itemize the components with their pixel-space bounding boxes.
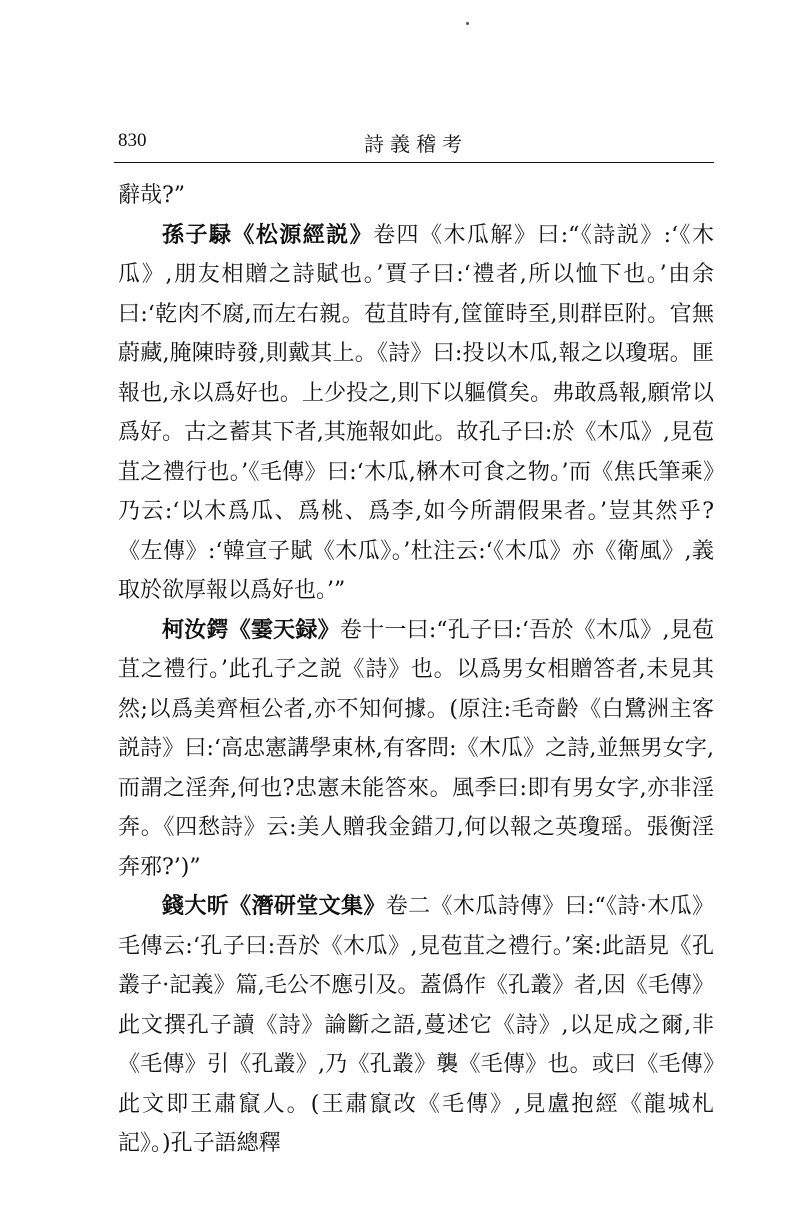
- paragraph-qian-daxin: [118, 887, 714, 1164]
- page-header: [118, 128, 714, 164]
- page-number: 830: [118, 130, 147, 151]
- paragraph-sun-zilu: [118, 216, 714, 611]
- paragraph-continuation: [118, 176, 714, 216]
- paragraph-text: 辭哉?”: [118, 183, 186, 208]
- scan-speck: [466, 22, 469, 25]
- paragraph-text: 卷十一曰:“孔子曰:‘吾於《木瓜》,見苞苴之禮行。’此孔子之説《詩》也。以爲男女相贈答者,未見其然;以爲美齊桓公者,亦不知何據。(原注:毛奇齡《白鷺洲主客説詩》曰:‘高忠憲講學東林,有客問:《木瓜》之詩,並無男女字,而謂之淫奔,何也?忠憲未能答來。風季曰:即有男女字,亦非淫奔。《四愁詩》云:美人贈我金錯刀,何以報之英瓊瑶。張衡淫奔邪?’)”: [118, 617, 714, 880]
- header-rule: [114, 162, 714, 163]
- author-citation: 錢大昕《潛研堂文集》: [162, 893, 386, 919]
- body-text: [118, 176, 714, 1164]
- paragraph-text: 卷四《木瓜解》曰:“《詩説》:‘《木瓜》,朋友相贈之詩賦也。’賈子曰:‘禮者,所以恤下也。’由余曰:‘乾肉不腐,而左右親。苞苴時有,筐篚時至,則群臣附。官無蔚藏,腌陳時發,則戴其上。《詩》曰:投以木瓜,報之以瓊琚。匪報也,永以爲好也。上少投之,則下以軀償矣。弗敢爲報,願常以爲好。古之蓄其下者,其施報如此。故孔子曰:於《木瓜》,見苞苴之禮行也。’《毛傳》曰:‘木瓜,楙木可食之物。’而《焦氏筆乘》乃云:‘以木爲瓜、爲桃、爲李,如今所謂假果者。’豈其然乎?《左傳》:‘韓宣子賦《木瓜》。’杜注云:‘《木瓜》亦《衛風》,義取於欲厚報以爲好也。’”: [118, 222, 714, 603]
- paragraph-text: 卷二《木瓜詩傳》曰:“《詩·木瓜》毛傳云:‘孔子曰:吾於《木瓜》,見苞苴之禮行。’案:此語見《孔叢子·記義》篇,毛公不應引及。蓋僞作《孔叢》者,因《毛傳》此文撰孔子讀《詩》論斷之語,蔓述它《詩》,以足成之爾,非《毛傳》引《孔叢》,乃《孔叢》襲《毛傳》也。或曰《毛傳》此文即王肅竄人。(王肅竄改《毛傳》,見盧抱經《龍城札記》。)孔子語總釋: [118, 894, 714, 1156]
- running-title: 詩義稽考: [364, 132, 468, 156]
- author-citation: 孫子騄《松源經説》: [162, 221, 374, 248]
- paragraph-ke-rue: [118, 611, 714, 888]
- author-citation: 柯汝鍔《霎天録》: [162, 616, 340, 643]
